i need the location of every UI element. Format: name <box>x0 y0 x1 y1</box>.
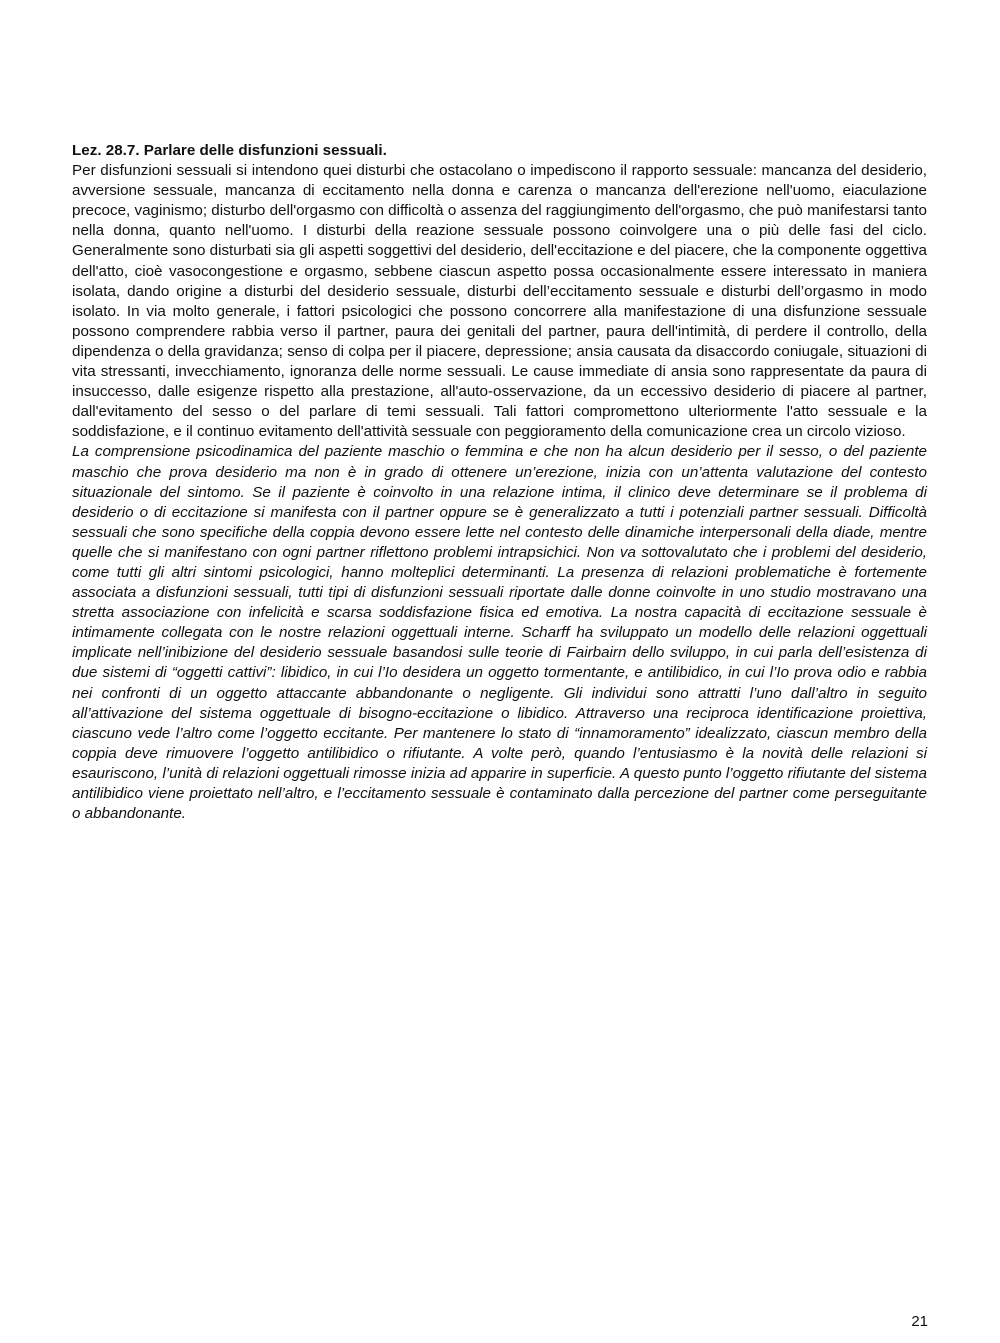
body-paragraph-1: Per disfunzioni sessuali si intendono quei disturbi che ostacolano o impediscono il rapporto sessuale: mancanza del desiderio, avversione sessuale, mancanza di eccitamento nella donna e carenza o mancanza dell'erezione nell'uomo, eiaculazione precoce, vaginismo; disturbo dell'orgasmo con difficoltà o assenza del raggiungimento dell'orgasmo, che può manifestarsi tanto nella donna, quanto nell'uomo. I disturbi della reazione sessuale possono coinvolgere una o più delle fasi del ciclo. Generalmente sono disturbati sia gli aspetti soggettivi del desiderio, dell'eccitazione e del piacere, che la componente oggettiva dell'atto, cioè vasocongestione e orgasmo, sebbene ciascun aspetto possa occasionalmente essere interessato in maniera isolata, dando origine a disturbi del desiderio sessuale, disturbi dell’eccitamento sessuale e disturbi dell’orgasmo in modo isolato. In via molto generale, i fattori psicologici che possono concorrere alla manifestazione di una disfunzione sessuale possono comprendere rabbia verso il partner, paura dei genitali del partner, paura dell'intimità, di perdere il controllo, della dipendenza o della gravidanza; senso di colpa per il piacere, depressione; ansia causata da disaccordo coniugale, situazioni di vita stressanti, invecchiamento, ignoranza delle norme sessuali. Le cause immediate di ansia sono rappresentate da paura di insuccesso, dalle esigenze rispetto alla prestazione, all'auto-osservazione, da un eccessivo desiderio di piacere al partner, dall'evitamento del sesso o del parlare di temi sessuali. Tali fattori compromettono ulteriormente l'atto sessuale e la soddisfazione, e il continuo evitamento dell'attività sessuale con peggioramento della comunicazione crea un circolo vizioso. <box>72 162 927 441</box>
section-heading: Lez. 28.7. Parlare delle disfunzioni sessuali. <box>72 142 387 159</box>
body-paragraph-2-italic: La comprensione psicodinamica del paziente maschio o femmina e che non ha alcun desiderio per il sesso, o del paziente maschio che prova desiderio ma non è in grado di ottenere un’erezione, inizia con un’attenta valutazione del contesto situazionale del sintomo. Se il paziente è coinvolto in una relazione intima, il clinico deve determinare se il problema di desiderio o di eccitazione si manifesta con il partner oppure se è generalizzato a tutti i potenziali partner sessuali. Difficoltà sessuali che sono specifiche della coppia devono essere lette nel contesto delle dinamiche interpersonali della diade, mentre quelle che si manifestano con ogni partner riflettono problemi intrapsichici. Non va sottovalutato che i problemi del desiderio, come tutti gli altri sintomi psicologici, hanno molteplici determinanti. La presenza di relazioni problematiche è fortemente associata a disfunzioni sessuali, tutti tipi di disfunzioni sessuali riportate dalle donne coinvolte in uno studio mostravano una stretta associazione con infelicità e scarsa soddisfazione fisica ed emotiva. La nostra capacità di eccitazione sessuale è intimamente collegata con le nostre relazioni oggettuali interne. Scharff ha sviluppato un modello delle relazioni oggettuali implicate nell’inibizione del desiderio sessuale basandosi sulle teorie di Fairbairn dello sviluppo, in cui parla dell’esistenza di due sistemi di “oggetti cattivi”: libidico, in cui l’Io desidera un oggetto tormentante, e antilibidico, in cui l’Io prova odio e rabbia nei confronti di un oggetto attaccante abbandonante o negligente. Gli individui sono attratti l’uno dall’altro in seguito all’attivazione del sistema oggettuale di bisogno-eccitazione o libidico. Attraverso una reciproca identificazione proiettiva, ciascuno vede l’altro come l’oggetto eccitante. Per mantenere lo stato di “innamoramento” idealizzato, ciascun membro della coppia deve rimuovere l’oggetto antilibidico o rifiutante. A volte però, quando l’entusiasmo è la novità delle relazioni si esauriscono, l’unità di relazioni oggettuali rimosse inizia ad apparire in superficie. A questo punto l’oggetto rifiutante del sistema antilibidico viene proiettato nell’altro, e l’eccitamento sessuale è contaminato dalla percezione del partner come perseguitante o abbandonante. <box>72 443 927 823</box>
page-number: 21 <box>911 1313 928 1330</box>
document-body <box>72 141 927 824</box>
